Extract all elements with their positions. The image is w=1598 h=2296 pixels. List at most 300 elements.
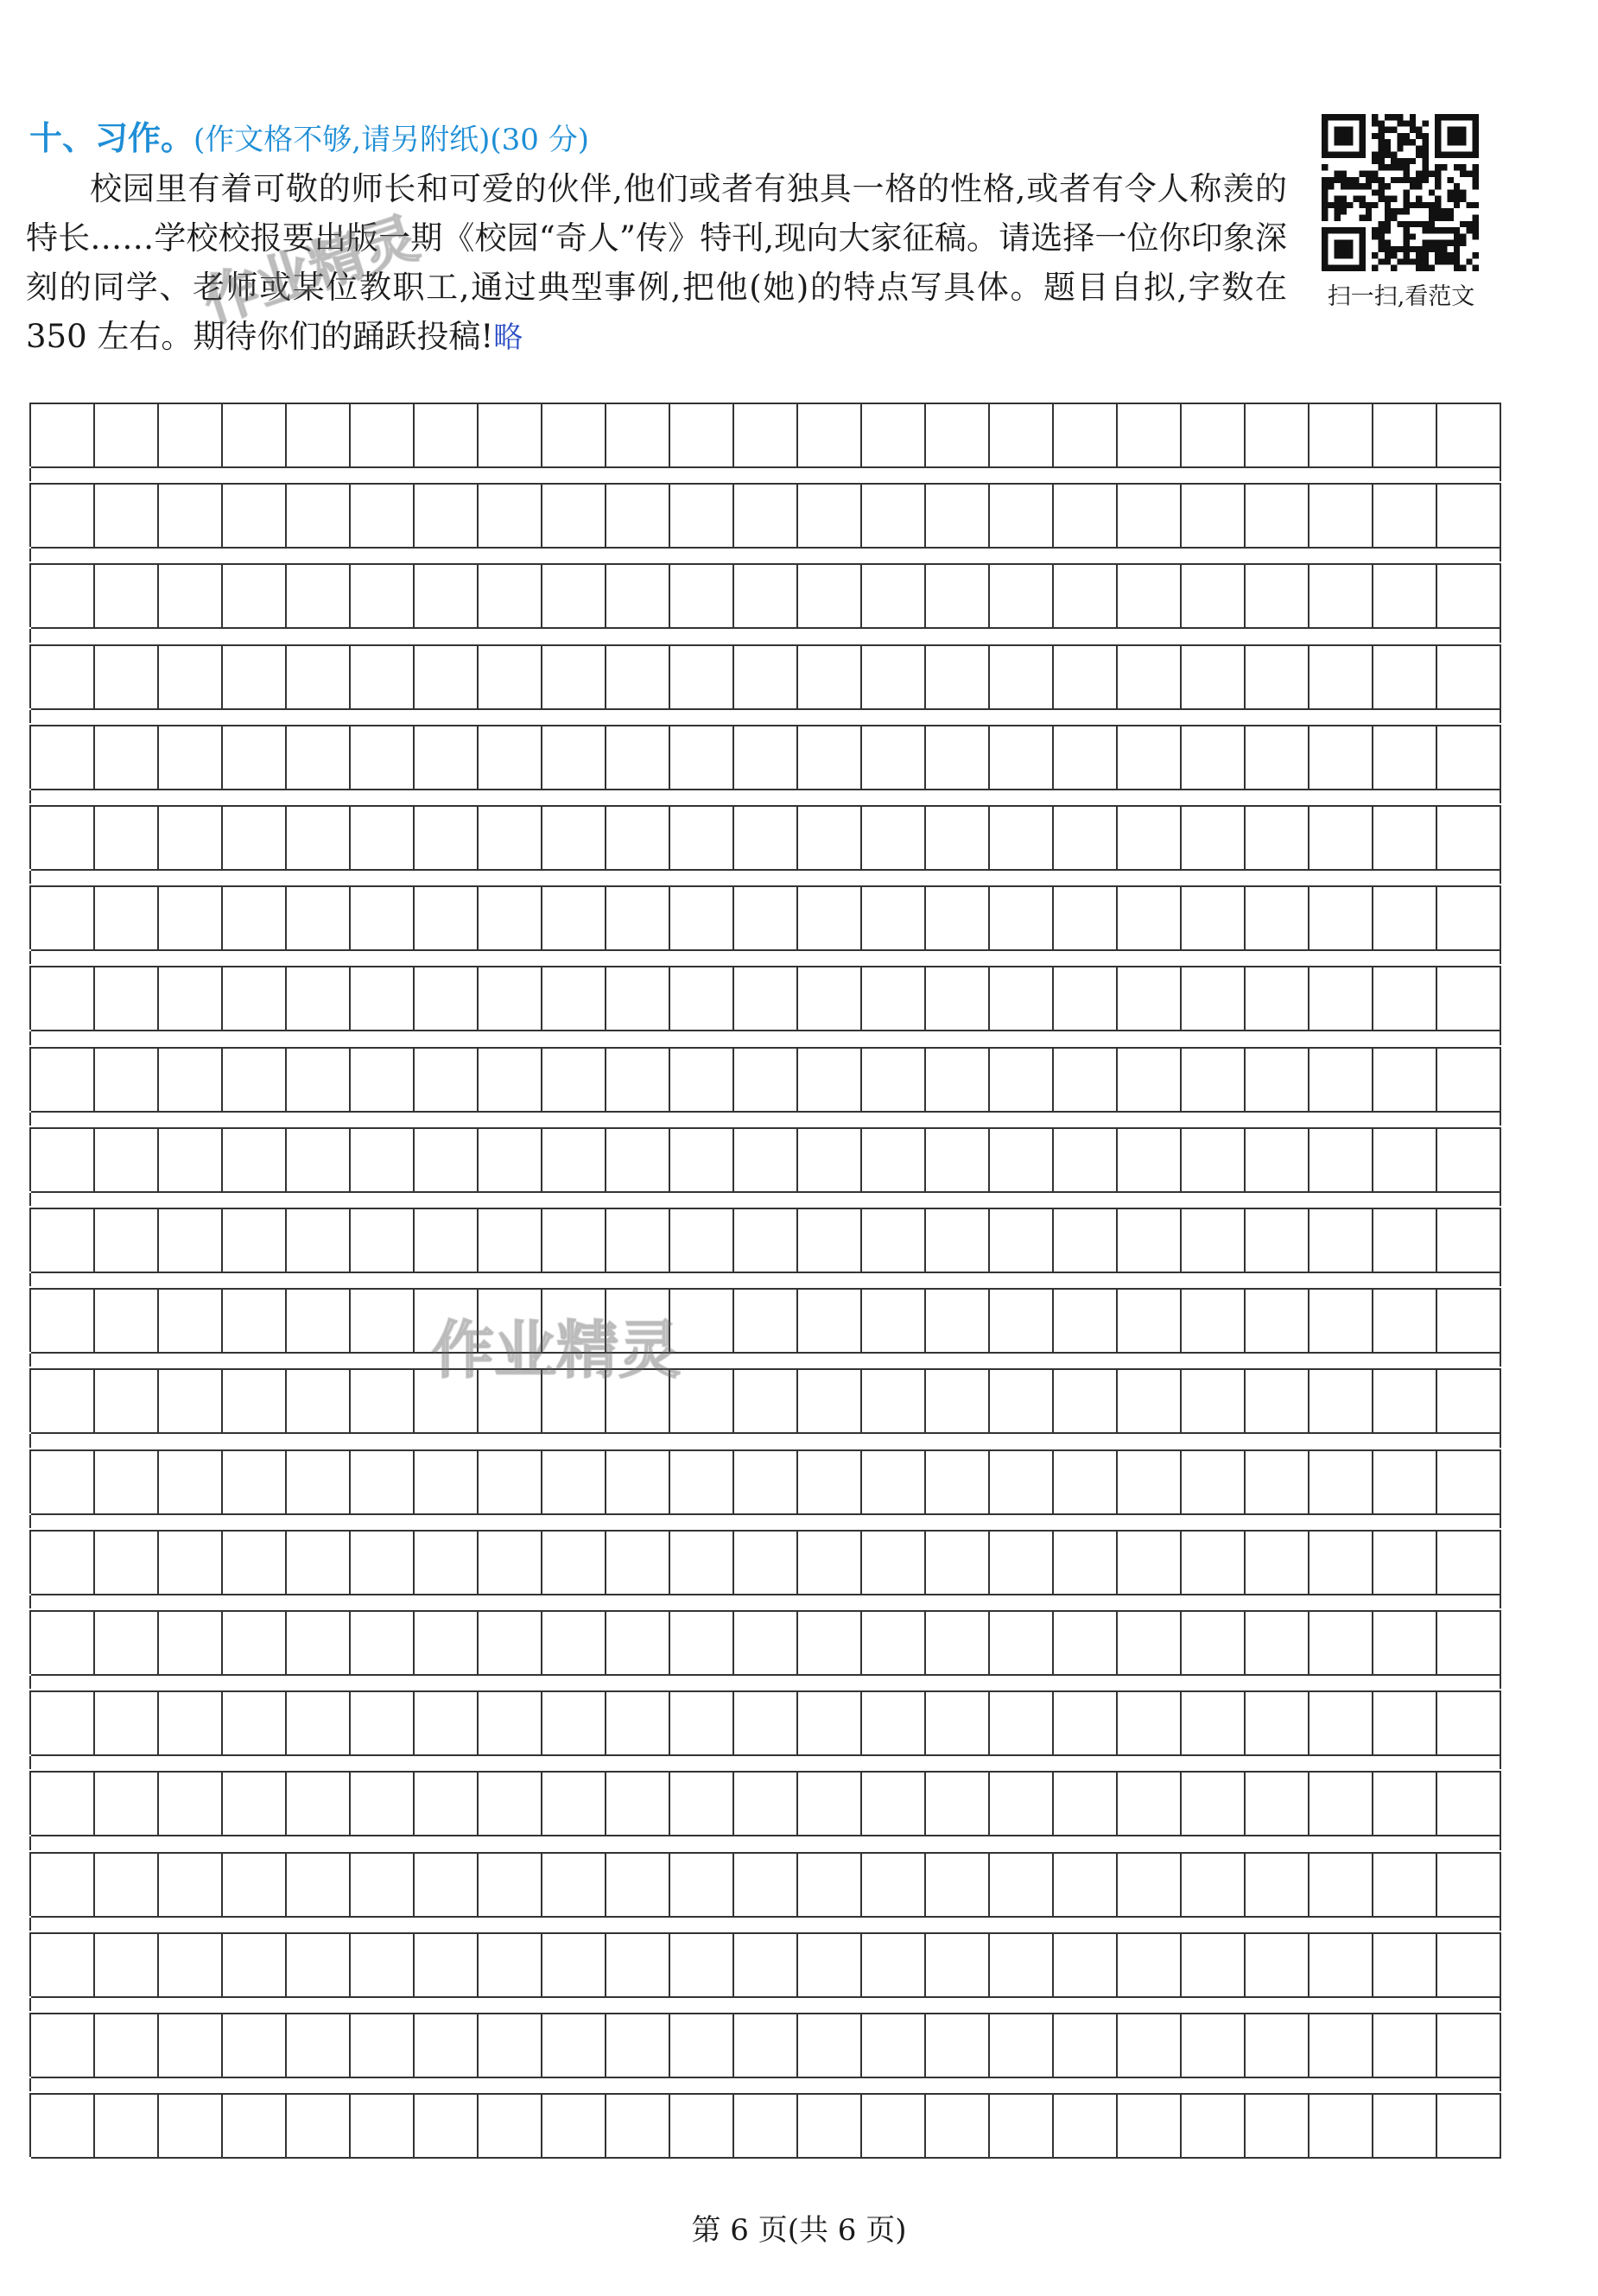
grid-cell[interactable] <box>862 1530 926 1595</box>
grid-cell[interactable] <box>1118 1127 1182 1193</box>
grid-cell[interactable] <box>862 1368 926 1434</box>
grid-cell[interactable] <box>1373 563 1437 629</box>
grid-cell[interactable] <box>287 2093 351 2159</box>
grid-cell[interactable] <box>670 1288 734 1354</box>
grid-cell[interactable] <box>862 1127 926 1193</box>
grid-cell[interactable] <box>990 1368 1054 1434</box>
grid-cell[interactable] <box>990 644 1054 710</box>
grid-cell[interactable] <box>1437 1530 1501 1595</box>
grid-cell[interactable] <box>542 1610 606 1676</box>
grid-cell[interactable] <box>415 1208 479 1273</box>
grid-cell[interactable] <box>734 1690 798 1756</box>
grid-cell[interactable] <box>1309 2093 1373 2159</box>
grid-cell[interactable] <box>862 403 926 468</box>
grid-cell[interactable] <box>31 644 95 710</box>
grid-cell[interactable] <box>415 1610 479 1676</box>
grid-cell[interactable] <box>990 563 1054 629</box>
grid-cell[interactable] <box>798 644 862 710</box>
grid-cell[interactable] <box>223 2013 287 2078</box>
grid-cell[interactable] <box>479 1368 542 1434</box>
grid-cell[interactable] <box>351 1771 415 1836</box>
grid-cell[interactable] <box>1182 1610 1246 1676</box>
grid-cell[interactable] <box>542 1368 606 1434</box>
grid-cell[interactable] <box>415 1932 479 1998</box>
grid-cell[interactable] <box>1182 1771 1246 1836</box>
grid-cell[interactable] <box>1054 725 1118 790</box>
grid-cell[interactable] <box>670 1852 734 1918</box>
grid-cell[interactable] <box>1437 1208 1501 1273</box>
grid-cell[interactable] <box>1182 483 1246 549</box>
grid-cell[interactable] <box>606 1771 670 1836</box>
grid-cell[interactable] <box>1182 1127 1246 1193</box>
grid-cell[interactable] <box>1437 563 1501 629</box>
grid-cell[interactable] <box>351 1449 415 1515</box>
grid-cell[interactable] <box>287 1771 351 1836</box>
grid-cell[interactable] <box>1437 1368 1501 1434</box>
grid-cell[interactable] <box>351 1690 415 1756</box>
grid-cell[interactable] <box>990 403 1054 468</box>
grid-cell[interactable] <box>1118 1530 1182 1595</box>
grid-cell[interactable] <box>734 1288 798 1354</box>
grid-cell[interactable] <box>734 805 798 871</box>
grid-cell[interactable] <box>862 1852 926 1918</box>
grid-cell[interactable] <box>95 1047 159 1113</box>
grid-cell[interactable] <box>1373 1530 1437 1595</box>
grid-cell[interactable] <box>670 885 734 951</box>
grid-cell[interactable] <box>1054 1771 1118 1836</box>
grid-cell[interactable] <box>351 1852 415 1918</box>
grid-cell[interactable] <box>31 1047 95 1113</box>
grid-cell[interactable] <box>862 885 926 951</box>
grid-cell[interactable] <box>1309 725 1373 790</box>
grid-cell[interactable] <box>1054 1932 1118 1998</box>
grid-cell[interactable] <box>415 483 479 549</box>
grid-cell[interactable] <box>734 644 798 710</box>
grid-cell[interactable] <box>223 805 287 871</box>
grid-cell[interactable] <box>415 805 479 871</box>
grid-cell[interactable] <box>670 1368 734 1434</box>
grid-cell[interactable] <box>542 2013 606 2078</box>
grid-cell[interactable] <box>1373 1288 1437 1354</box>
grid-cell[interactable] <box>862 966 926 1031</box>
grid-cell[interactable] <box>1437 403 1501 468</box>
grid-cell[interactable] <box>734 1127 798 1193</box>
grid-cell[interactable] <box>606 1368 670 1434</box>
grid-cell[interactable] <box>31 1932 95 1998</box>
grid-cell[interactable] <box>223 563 287 629</box>
grid-cell[interactable] <box>95 966 159 1031</box>
grid-cell[interactable] <box>1437 1047 1501 1113</box>
grid-cell[interactable] <box>1309 2013 1373 2078</box>
grid-cell[interactable] <box>798 1368 862 1434</box>
grid-cell[interactable] <box>1118 2013 1182 2078</box>
grid-cell[interactable] <box>31 1610 95 1676</box>
grid-cell[interactable] <box>1182 563 1246 629</box>
grid-cell[interactable] <box>1373 966 1437 1031</box>
grid-cell[interactable] <box>862 1047 926 1113</box>
grid-cell[interactable] <box>1309 885 1373 951</box>
grid-cell[interactable] <box>287 966 351 1031</box>
grid-cell[interactable] <box>1373 403 1437 468</box>
grid-cell[interactable] <box>798 563 862 629</box>
grid-cell[interactable] <box>1373 725 1437 790</box>
grid-cell[interactable] <box>1182 885 1246 951</box>
grid-cell[interactable] <box>734 483 798 549</box>
grid-cell[interactable] <box>479 885 542 951</box>
grid-cell[interactable] <box>351 966 415 1031</box>
grid-cell[interactable] <box>670 1127 734 1193</box>
grid-cell[interactable] <box>1437 2093 1501 2159</box>
grid-cell[interactable] <box>351 563 415 629</box>
grid-cell[interactable] <box>1437 2013 1501 2078</box>
grid-cell[interactable] <box>926 2013 990 2078</box>
grid-cell[interactable] <box>1309 805 1373 871</box>
grid-cell[interactable] <box>287 2013 351 2078</box>
grid-cell[interactable] <box>1246 1610 1309 1676</box>
grid-cell[interactable] <box>1182 966 1246 1031</box>
grid-cell[interactable] <box>1182 1288 1246 1354</box>
grid-cell[interactable] <box>479 1288 542 1354</box>
grid-cell[interactable] <box>926 1932 990 1998</box>
grid-cell[interactable] <box>862 563 926 629</box>
grid-cell[interactable] <box>159 1127 223 1193</box>
grid-cell[interactable] <box>670 403 734 468</box>
grid-cell[interactable] <box>798 1047 862 1113</box>
grid-cell[interactable] <box>926 1368 990 1434</box>
grid-cell[interactable] <box>1118 885 1182 951</box>
grid-cell[interactable] <box>479 1208 542 1273</box>
grid-cell[interactable] <box>159 403 223 468</box>
grid-cell[interactable] <box>1246 1449 1309 1515</box>
grid-cell[interactable] <box>1309 644 1373 710</box>
grid-cell[interactable] <box>798 483 862 549</box>
grid-cell[interactable] <box>926 644 990 710</box>
grid-cell[interactable] <box>926 1530 990 1595</box>
grid-cell[interactable] <box>351 1932 415 1998</box>
grid-cell[interactable] <box>926 1771 990 1836</box>
grid-cell[interactable] <box>542 1771 606 1836</box>
grid-cell[interactable] <box>798 1610 862 1676</box>
grid-cell[interactable] <box>670 1208 734 1273</box>
grid-cell[interactable] <box>1054 1288 1118 1354</box>
grid-cell[interactable] <box>926 1288 990 1354</box>
grid-cell[interactable] <box>1246 1530 1309 1595</box>
grid-cell[interactable] <box>542 1690 606 1756</box>
grid-cell[interactable] <box>542 1288 606 1354</box>
grid-cell[interactable] <box>542 725 606 790</box>
grid-cell[interactable] <box>926 1610 990 1676</box>
grid-cell[interactable] <box>606 1932 670 1998</box>
grid-cell[interactable] <box>223 2093 287 2159</box>
grid-cell[interactable] <box>415 1368 479 1434</box>
grid-cell[interactable] <box>159 725 223 790</box>
grid-cell[interactable] <box>798 1208 862 1273</box>
grid-cell[interactable] <box>287 483 351 549</box>
grid-cell[interactable] <box>798 403 862 468</box>
grid-cell[interactable] <box>734 1208 798 1273</box>
grid-cell[interactable] <box>287 805 351 871</box>
grid-cell[interactable] <box>990 483 1054 549</box>
grid-cell[interactable] <box>1246 885 1309 951</box>
grid-cell[interactable] <box>926 885 990 951</box>
grid-cell[interactable] <box>479 805 542 871</box>
grid-cell[interactable] <box>351 1208 415 1273</box>
grid-cell[interactable] <box>31 1288 95 1354</box>
grid-cell[interactable] <box>159 1208 223 1273</box>
grid-cell[interactable] <box>1246 966 1309 1031</box>
grid-cell[interactable] <box>223 1368 287 1434</box>
grid-cell[interactable] <box>1182 1932 1246 1998</box>
grid-cell[interactable] <box>606 2013 670 2078</box>
grid-cell[interactable] <box>1118 1449 1182 1515</box>
grid-cell[interactable] <box>1437 1690 1501 1756</box>
grid-cell[interactable] <box>926 966 990 1031</box>
grid-cell[interactable] <box>862 805 926 871</box>
grid-cell[interactable] <box>542 885 606 951</box>
grid-cell[interactable] <box>1182 1852 1246 1918</box>
grid-cell[interactable] <box>287 563 351 629</box>
grid-cell[interactable] <box>542 1932 606 1998</box>
grid-cell[interactable] <box>223 1449 287 1515</box>
grid-cell[interactable] <box>990 2013 1054 2078</box>
grid-cell[interactable] <box>670 966 734 1031</box>
grid-cell[interactable] <box>95 1368 159 1434</box>
grid-cell[interactable] <box>606 563 670 629</box>
grid-cell[interactable] <box>926 1208 990 1273</box>
grid-cell[interactable] <box>351 1127 415 1193</box>
grid-cell[interactable] <box>926 1047 990 1113</box>
grid-cell[interactable] <box>351 1047 415 1113</box>
grid-cell[interactable] <box>542 2093 606 2159</box>
grid-cell[interactable] <box>287 1288 351 1354</box>
grid-cell[interactable] <box>351 1288 415 1354</box>
grid-cell[interactable] <box>415 1047 479 1113</box>
grid-cell[interactable] <box>798 1288 862 1354</box>
grid-cell[interactable] <box>990 966 1054 1031</box>
grid-cell[interactable] <box>95 644 159 710</box>
grid-cell[interactable] <box>1246 2013 1309 2078</box>
grid-cell[interactable] <box>1054 1690 1118 1756</box>
grid-cell[interactable] <box>926 1690 990 1756</box>
grid-cell[interactable] <box>1054 2093 1118 2159</box>
grid-cell[interactable] <box>1373 2013 1437 2078</box>
grid-cell[interactable] <box>95 1932 159 1998</box>
grid-cell[interactable] <box>1373 885 1437 951</box>
grid-cell[interactable] <box>1118 563 1182 629</box>
grid-cell[interactable] <box>798 2013 862 2078</box>
grid-cell[interactable] <box>734 1771 798 1836</box>
grid-cell[interactable] <box>606 885 670 951</box>
grid-cell[interactable] <box>223 885 287 951</box>
grid-cell[interactable] <box>287 1127 351 1193</box>
grid-cell[interactable] <box>223 1288 287 1354</box>
grid-cell[interactable] <box>351 2093 415 2159</box>
grid-cell[interactable] <box>159 483 223 549</box>
grid-cell[interactable] <box>990 1932 1054 1998</box>
grid-cell[interactable] <box>351 805 415 871</box>
grid-cell[interactable] <box>734 1449 798 1515</box>
grid-cell[interactable] <box>159 1449 223 1515</box>
grid-cell[interactable] <box>223 1852 287 1918</box>
grid-cell[interactable] <box>95 2013 159 2078</box>
grid-cell[interactable] <box>1054 805 1118 871</box>
grid-cell[interactable] <box>95 403 159 468</box>
grid-cell[interactable] <box>1054 1127 1118 1193</box>
grid-cell[interactable] <box>415 644 479 710</box>
grid-cell[interactable] <box>31 563 95 629</box>
grid-cell[interactable] <box>798 1932 862 1998</box>
grid-cell[interactable] <box>542 483 606 549</box>
grid-cell[interactable] <box>734 1932 798 1998</box>
grid-cell[interactable] <box>415 1530 479 1595</box>
grid-cell[interactable] <box>351 2013 415 2078</box>
grid-cell[interactable] <box>223 1610 287 1676</box>
grid-cell[interactable] <box>31 403 95 468</box>
grid-cell[interactable] <box>734 1530 798 1595</box>
grid-cell[interactable] <box>1246 1932 1309 1998</box>
grid-cell[interactable] <box>95 2093 159 2159</box>
grid-cell[interactable] <box>31 1127 95 1193</box>
grid-cell[interactable] <box>990 1449 1054 1515</box>
grid-cell[interactable] <box>1118 1852 1182 1918</box>
grid-cell[interactable] <box>926 1449 990 1515</box>
grid-cell[interactable] <box>926 1127 990 1193</box>
grid-cell[interactable] <box>159 966 223 1031</box>
qr-code-icon[interactable] <box>1322 114 1479 271</box>
grid-cell[interactable] <box>1054 1449 1118 1515</box>
grid-cell[interactable] <box>95 1530 159 1595</box>
grid-cell[interactable] <box>159 1530 223 1595</box>
grid-cell[interactable] <box>159 805 223 871</box>
grid-cell[interactable] <box>1309 1208 1373 1273</box>
grid-cell[interactable] <box>223 483 287 549</box>
grid-cell[interactable] <box>415 2093 479 2159</box>
grid-cell[interactable] <box>670 563 734 629</box>
grid-cell[interactable] <box>479 1610 542 1676</box>
grid-cell[interactable] <box>606 1047 670 1113</box>
grid-cell[interactable] <box>1246 563 1309 629</box>
grid-cell[interactable] <box>798 885 862 951</box>
grid-cell[interactable] <box>95 563 159 629</box>
grid-cell[interactable] <box>734 1852 798 1918</box>
grid-cell[interactable] <box>1309 1288 1373 1354</box>
grid-cell[interactable] <box>1373 1127 1437 1193</box>
grid-cell[interactable] <box>734 2093 798 2159</box>
grid-cell[interactable] <box>223 1208 287 1273</box>
grid-cell[interactable] <box>862 1771 926 1836</box>
grid-cell[interactable] <box>1373 2093 1437 2159</box>
grid-cell[interactable] <box>1054 885 1118 951</box>
grid-cell[interactable] <box>287 1368 351 1434</box>
grid-cell[interactable] <box>542 1127 606 1193</box>
grid-cell[interactable] <box>1309 1932 1373 1998</box>
grid-cell[interactable] <box>1309 1690 1373 1756</box>
grid-cell[interactable] <box>31 966 95 1031</box>
grid-cell[interactable] <box>223 966 287 1031</box>
grid-cell[interactable] <box>479 1047 542 1113</box>
grid-cell[interactable] <box>1118 1288 1182 1354</box>
grid-cell[interactable] <box>1054 1530 1118 1595</box>
grid-cell[interactable] <box>1118 966 1182 1031</box>
grid-cell[interactable] <box>1437 885 1501 951</box>
grid-cell[interactable] <box>1373 1690 1437 1756</box>
grid-cell[interactable] <box>542 1449 606 1515</box>
grid-cell[interactable] <box>31 1208 95 1273</box>
grid-cell[interactable] <box>1054 1047 1118 1113</box>
grid-cell[interactable] <box>31 2013 95 2078</box>
grid-cell[interactable] <box>670 1771 734 1836</box>
grid-cell[interactable] <box>159 885 223 951</box>
grid-cell[interactable] <box>1437 1932 1501 1998</box>
grid-cell[interactable] <box>1437 1610 1501 1676</box>
grid-cell[interactable] <box>351 403 415 468</box>
grid-cell[interactable] <box>990 1288 1054 1354</box>
grid-cell[interactable] <box>287 1530 351 1595</box>
grid-cell[interactable] <box>1246 725 1309 790</box>
grid-cell[interactable] <box>990 1690 1054 1756</box>
grid-cell[interactable] <box>862 1288 926 1354</box>
grid-cell[interactable] <box>1309 403 1373 468</box>
grid-cell[interactable] <box>479 2093 542 2159</box>
grid-cell[interactable] <box>606 1127 670 1193</box>
grid-cell[interactable] <box>1373 644 1437 710</box>
grid-cell[interactable] <box>606 1852 670 1918</box>
grid-cell[interactable] <box>479 1771 542 1836</box>
grid-cell[interactable] <box>1182 2013 1246 2078</box>
grid-cell[interactable] <box>95 885 159 951</box>
grid-cell[interactable] <box>798 2093 862 2159</box>
grid-cell[interactable] <box>1246 1368 1309 1434</box>
grid-cell[interactable] <box>990 885 1054 951</box>
grid-cell[interactable] <box>1246 403 1309 468</box>
grid-cell[interactable] <box>351 1368 415 1434</box>
grid-cell[interactable] <box>606 644 670 710</box>
grid-cell[interactable] <box>479 1449 542 1515</box>
grid-cell[interactable] <box>670 1449 734 1515</box>
grid-cell[interactable] <box>798 966 862 1031</box>
grid-cell[interactable] <box>479 1852 542 1918</box>
grid-cell[interactable] <box>862 644 926 710</box>
grid-cell[interactable] <box>862 1449 926 1515</box>
grid-cell[interactable] <box>415 1288 479 1354</box>
grid-cell[interactable] <box>670 1047 734 1113</box>
grid-cell[interactable] <box>734 403 798 468</box>
grid-cell[interactable] <box>1054 1368 1118 1434</box>
grid-cell[interactable] <box>1437 1127 1501 1193</box>
grid-cell[interactable] <box>734 885 798 951</box>
grid-cell[interactable] <box>1118 1771 1182 1836</box>
grid-cell[interactable] <box>1309 1368 1373 1434</box>
grid-cell[interactable] <box>926 1852 990 1918</box>
grid-cell[interactable] <box>670 805 734 871</box>
grid-cell[interactable] <box>1118 483 1182 549</box>
grid-cell[interactable] <box>31 1690 95 1756</box>
grid-cell[interactable] <box>1246 644 1309 710</box>
grid-cell[interactable] <box>1054 403 1118 468</box>
grid-cell[interactable] <box>1182 805 1246 871</box>
grid-cell[interactable] <box>862 483 926 549</box>
grid-cell[interactable] <box>1309 966 1373 1031</box>
grid-cell[interactable] <box>479 2013 542 2078</box>
grid-cell[interactable] <box>95 483 159 549</box>
grid-cell[interactable] <box>159 1288 223 1354</box>
grid-cell[interactable] <box>287 1852 351 1918</box>
grid-cell[interactable] <box>926 563 990 629</box>
grid-cell[interactable] <box>798 1530 862 1595</box>
grid-cell[interactable] <box>159 1368 223 1434</box>
grid-cell[interactable] <box>159 1771 223 1836</box>
grid-cell[interactable] <box>159 2093 223 2159</box>
